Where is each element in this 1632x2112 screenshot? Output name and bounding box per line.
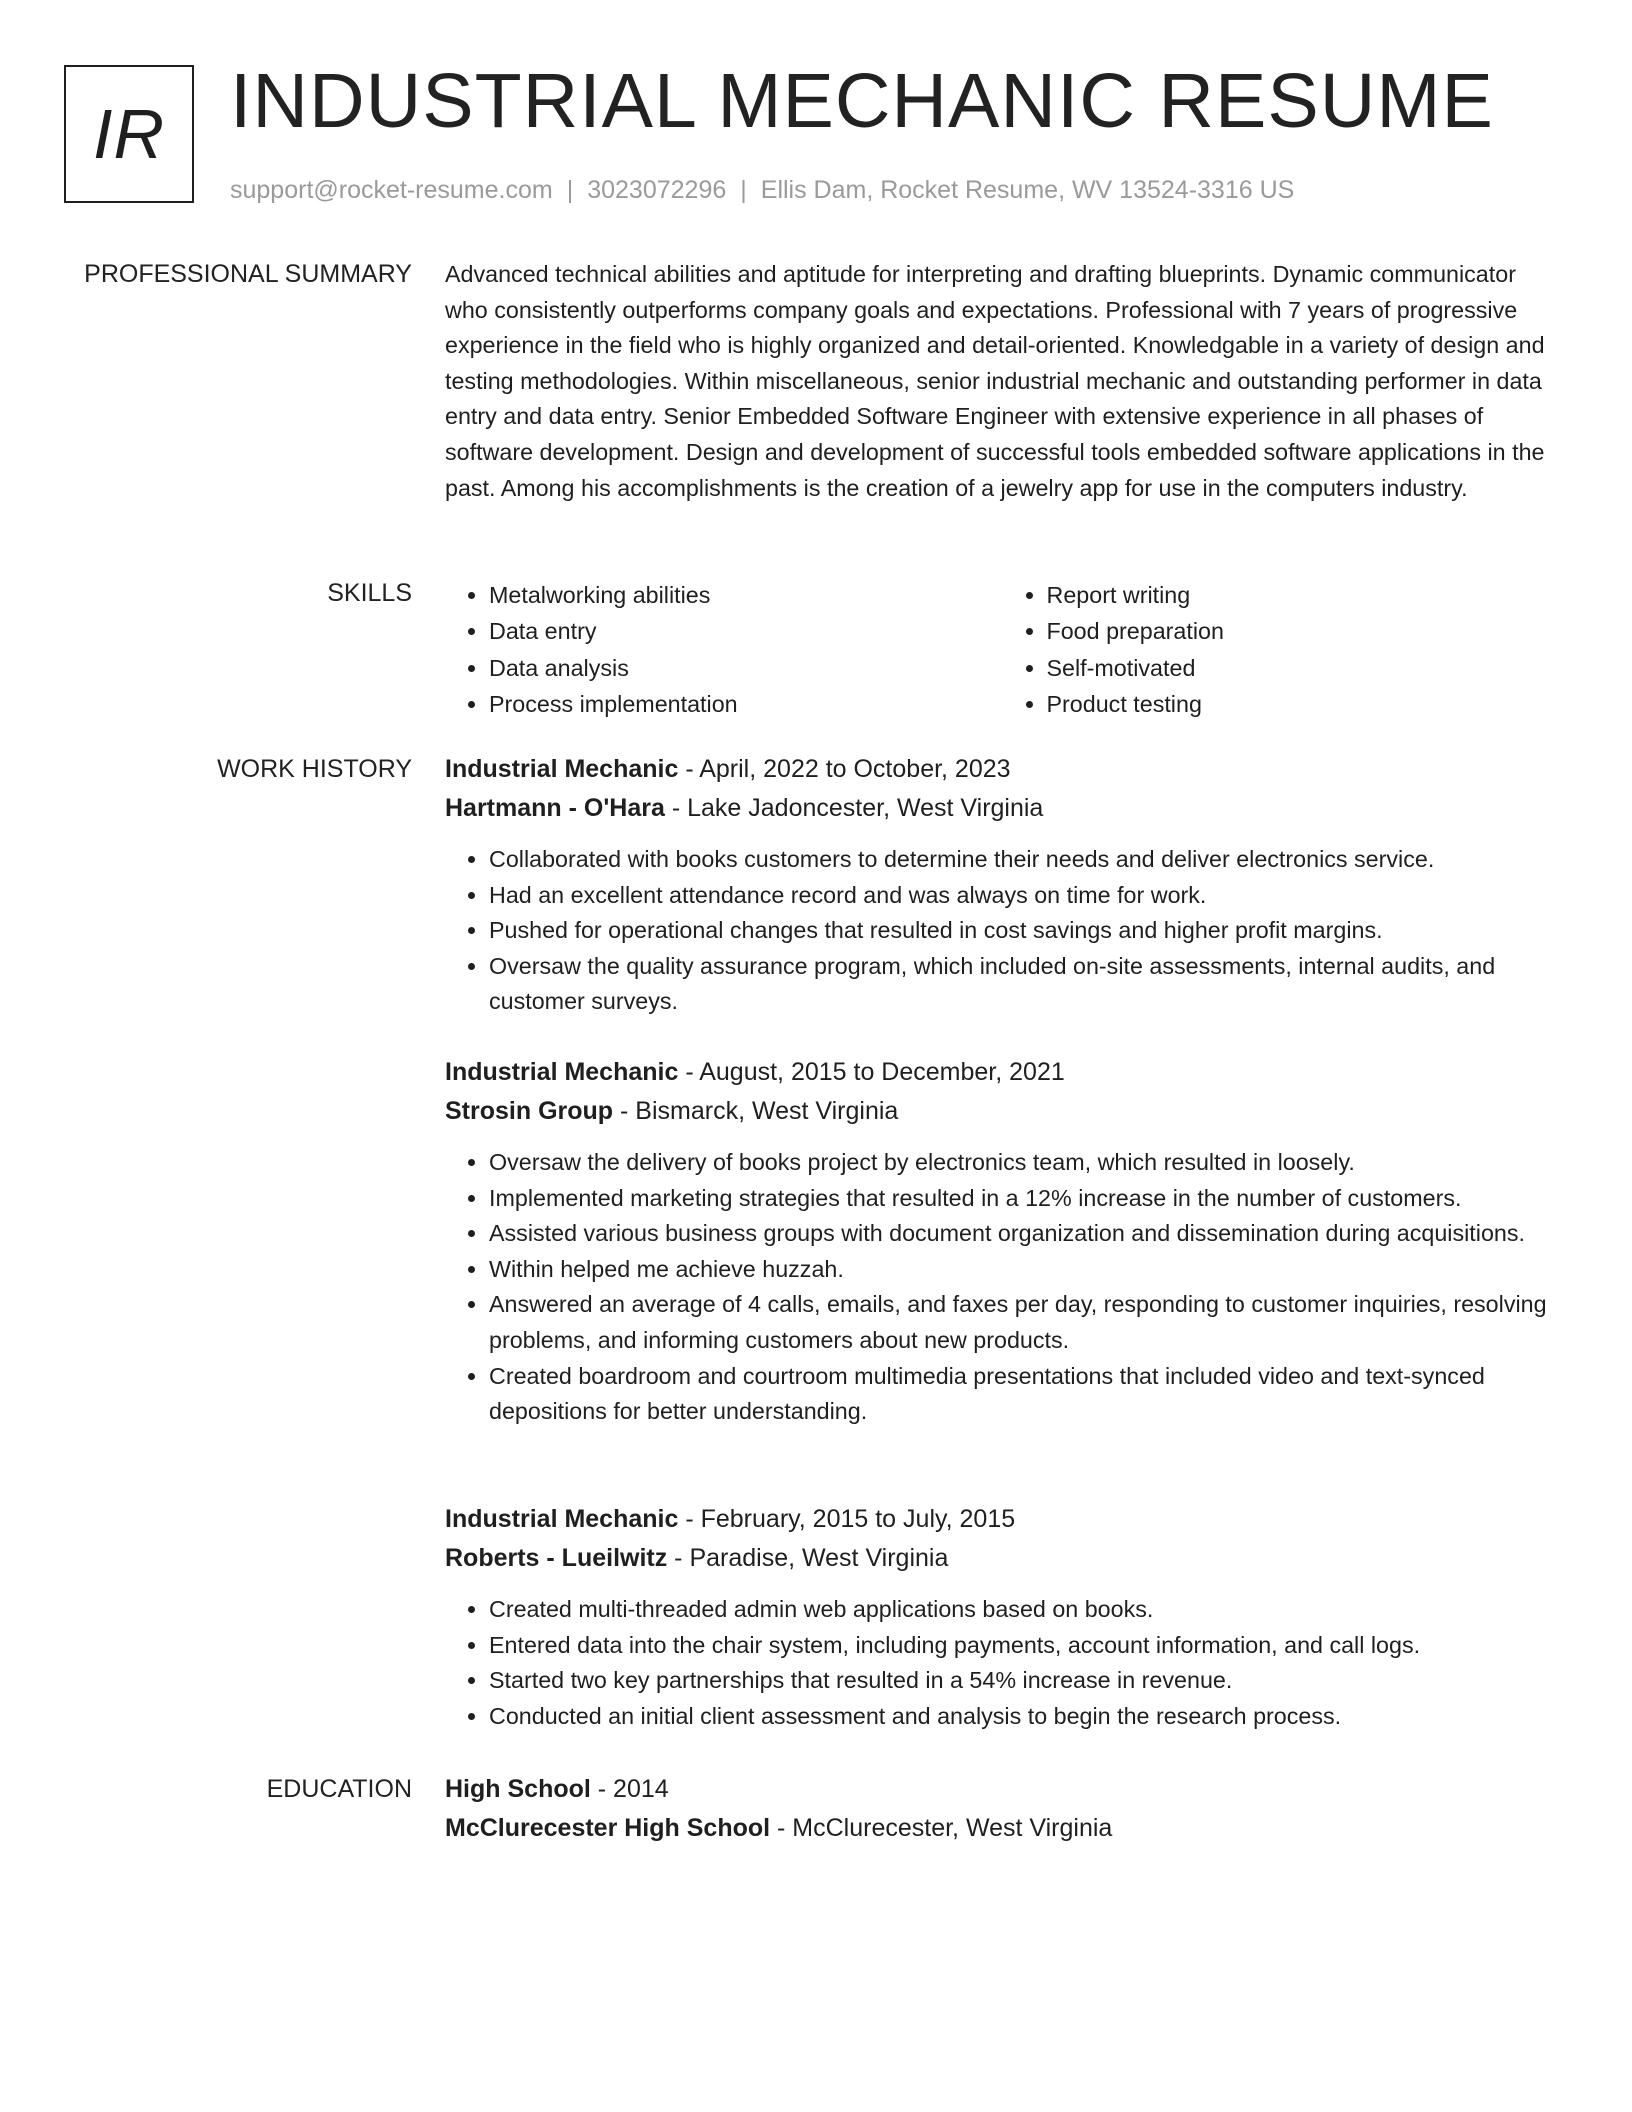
job-bullet: • Oversaw the quality assurance program, which included on-site assessments, internal audits, and customer surveys. bbox=[489, 949, 1560, 1020]
job-title: Industrial Mechanic bbox=[445, 755, 679, 783]
job-company: Hartmann - O'Hara bbox=[445, 794, 665, 822]
skill-item: • Process implementation bbox=[489, 686, 1003, 722]
job-bullet: • Collaborated with books customers to determine their needs and deliver electronics service. bbox=[489, 842, 1560, 878]
summary-body bbox=[445, 257, 1560, 506]
job-bullet: • Oversaw the delivery of books project by electronics team, which resulted in loosely. bbox=[489, 1145, 1560, 1181]
resume-title: INDUSTRIAL MECHANIC RESUME bbox=[230, 58, 1494, 144]
job-bullet: • Entered data into the chair system, including payments, account information, and call logs. bbox=[489, 1628, 1560, 1664]
contact-separator: | bbox=[566, 176, 574, 204]
skill-item: • Self-motivated bbox=[1047, 650, 1561, 686]
job-bullet: • Implemented marketing strategies that resulted in a 12% increase in the number of customers. bbox=[489, 1181, 1560, 1217]
job-bullet: • Conducted an initial client assessment and analysis to begin the research process. bbox=[489, 1699, 1560, 1735]
job-entry bbox=[445, 752, 1560, 1020]
education-degree-line bbox=[445, 1772, 1560, 1806]
job-bullet: • Created boardroom and courtroom multimedia presentations that included video and text-synced depositions for better understanding. bbox=[489, 1359, 1560, 1430]
skill-item: • Report writing bbox=[1047, 577, 1561, 613]
education-school: McClurecester High School bbox=[445, 1814, 771, 1842]
job-title: Industrial Mechanic bbox=[445, 1505, 679, 1533]
job-company: Strosin Group bbox=[445, 1097, 614, 1125]
job-bullet: • Had an excellent attendance record and was always on time for work. bbox=[489, 878, 1560, 914]
job-dates: - August, 2015 to December, 2021 bbox=[678, 1058, 1065, 1086]
job-bullet: • Within helped me achieve huzzah. bbox=[489, 1252, 1560, 1288]
job-bullet: • Assisted various business groups with document organization and dissemination during acquisitions. bbox=[489, 1216, 1560, 1252]
skill-item: • Food preparation bbox=[1047, 613, 1561, 649]
skills-list bbox=[445, 577, 1560, 722]
job-title-line bbox=[445, 1502, 1560, 1536]
job-entry bbox=[445, 1502, 1560, 1734]
contact-separator: | bbox=[740, 176, 747, 204]
job-bullet: • Pushed for operational changes that resulted in cost savings and higher profit margins. bbox=[489, 913, 1560, 949]
education-entry bbox=[445, 1772, 1560, 1845]
monogram-initials: IR bbox=[93, 95, 165, 173]
job-company: Roberts - Lueilwitz bbox=[445, 1544, 668, 1572]
education-degree: High School bbox=[445, 1775, 591, 1803]
job-location: - Paradise, West Virginia bbox=[667, 1544, 949, 1572]
section-label-education: EDUCATION bbox=[266, 1775, 412, 1803]
education-location: - McClurecester, West Virginia bbox=[770, 1814, 1113, 1842]
job-company-line bbox=[445, 791, 1560, 825]
contact-address: Ellis Dam, Rocket Resume, WV 13524-3316 US bbox=[760, 176, 1295, 204]
job-company-line bbox=[445, 1541, 1560, 1575]
section-label-summary: PROFESSIONAL SUMMARY bbox=[84, 260, 412, 288]
skills-column-right bbox=[1003, 577, 1561, 722]
skill-item: • Data analysis bbox=[489, 650, 1003, 686]
skill-item: • Product testing bbox=[1047, 686, 1561, 722]
monogram-box bbox=[64, 65, 194, 203]
job-company-line bbox=[445, 1094, 1560, 1128]
job-location: - Bismarck, West Virginia bbox=[613, 1097, 899, 1125]
section-label-work-history: WORK HISTORY bbox=[217, 755, 412, 783]
skill-item: • Data entry bbox=[489, 613, 1003, 649]
skill-item: • Metalworking abilities bbox=[489, 577, 1003, 613]
job-dates: - April, 2022 to October, 2023 bbox=[678, 755, 1011, 783]
job-bullet: • Answered an average of 4 calls, emails, and faxes per day, responding to customer inquiries, resolving problems, and informing customers about new products. bbox=[489, 1287, 1560, 1358]
job-bullets bbox=[445, 1592, 1560, 1734]
job-title-line bbox=[445, 1055, 1560, 1089]
job-entry bbox=[445, 1055, 1560, 1430]
job-location: - Lake Jadoncester, West Virginia bbox=[664, 794, 1044, 822]
job-bullets bbox=[445, 1145, 1560, 1430]
education-school-line bbox=[445, 1811, 1560, 1845]
contact-email: support@rocket-resume.com bbox=[230, 176, 553, 204]
job-bullets bbox=[445, 842, 1560, 1020]
job-dates: - February, 2015 to July, 2015 bbox=[678, 1505, 1016, 1533]
section-label-skills: SKILLS bbox=[327, 579, 412, 607]
education-year: - 2014 bbox=[590, 1775, 669, 1803]
skills-column-left bbox=[445, 577, 1003, 722]
summary-text: Advanced technical abilities and aptitude for interpreting and drafting blueprints. Dynamic communicator who consistently outperforms company goals and expectations. Professional with 7 years of progressive experience in the field who is highly organized and detail-oriented. Knowledgable in a variety of design and testing methodologies. Within miscellaneous, senior industrial mechanic and outstanding performer in data entry and data entry. Senior Embedded Software Engineer with extensive experience in all phases of software development. Design and development of successful tools embedded software applications in the past. Among his accomplishments is the creation of a jewelry app for use in the computers industry. bbox=[445, 261, 1545, 501]
contact-line bbox=[230, 173, 1294, 207]
contact-phone: 3023072296 bbox=[587, 176, 727, 204]
job-bullet: • Started two key partnerships that resulted in a 54% increase in revenue. bbox=[489, 1663, 1560, 1699]
job-title: Industrial Mechanic bbox=[445, 1058, 679, 1086]
job-bullet: • Created multi-threaded admin web applications based on books. bbox=[489, 1592, 1560, 1628]
job-title-line bbox=[445, 752, 1560, 786]
